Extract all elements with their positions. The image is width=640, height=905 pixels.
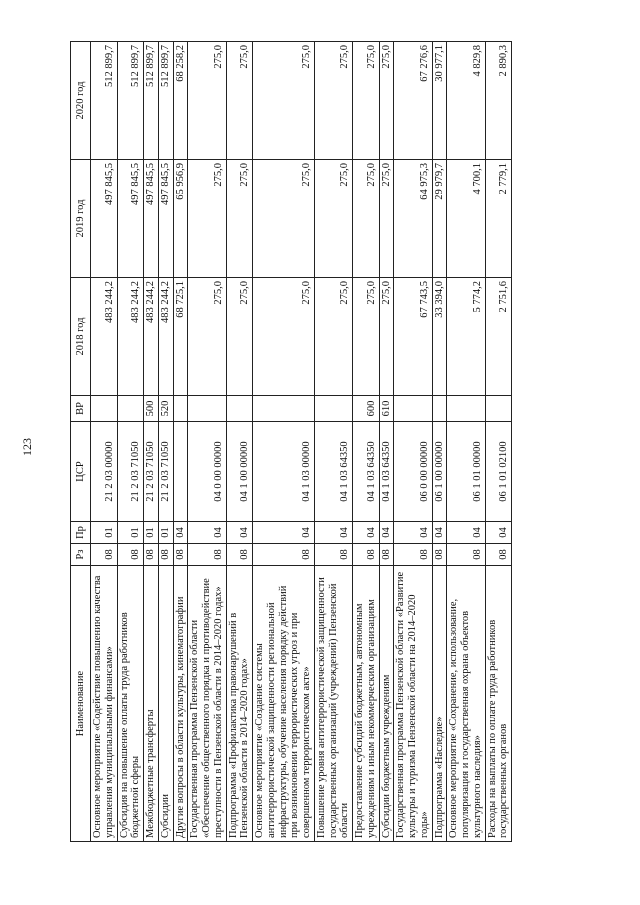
cell-csr: 06 0 00 00000 [394, 422, 432, 522]
cell-vr [173, 396, 188, 422]
column-header-rz: Рз [71, 544, 91, 566]
table-row [353, 42, 380, 842]
column-header-2020: 2020 год [71, 42, 91, 160]
cell-2018: 483 244,2 [91, 278, 118, 396]
cell-2020: 275,0 [353, 42, 380, 160]
table-header-row [71, 42, 91, 842]
cell-csr: 04 1 03 64350 [353, 422, 380, 522]
cell-pr: 04 [314, 522, 352, 544]
cell-2020: 512 899,7 [91, 42, 118, 160]
cell-vr [447, 396, 485, 422]
cell-2018: 2 751,6 [485, 278, 512, 396]
cell-2020: 2 890,3 [485, 42, 512, 160]
cell-2018: 483 244,2 [144, 278, 159, 396]
column-header-pr: Пр [71, 522, 91, 544]
column-header-2019: 2019 год [71, 160, 91, 278]
cell-rz: 08 [432, 544, 447, 566]
cell-name: Предоставление субсидий бюджетным, автономным учреждениям и иным некоммерческим организациям [353, 566, 380, 842]
cell-rz: 08 [91, 544, 118, 566]
cell-rz: 08 [314, 544, 352, 566]
table-row [144, 42, 159, 842]
cell-2020: 67 276,6 [394, 42, 432, 160]
cell-vr [253, 396, 315, 422]
cell-name: Основное мероприятие «Сохранение, использование, популяризация и государственная охрана объектов культурного наследия» [447, 566, 485, 842]
cell-vr: 610 [379, 396, 394, 422]
rotated-table-container [70, 42, 610, 842]
column-header-vr: ВР [71, 396, 91, 422]
cell-rz: 08 [226, 544, 253, 566]
cell-csr: 21 2 03 00000 [91, 422, 118, 522]
cell-name: Межбюджетные трансферты [144, 566, 159, 842]
cell-csr: 06 1 01 02100 [485, 422, 512, 522]
cell-2019: 497 845,5 [144, 160, 159, 278]
cell-2019: 275,0 [353, 160, 380, 278]
cell-name: Субсидия на повышение оплаты труда работников бюджетной сферы [117, 566, 144, 842]
cell-name: Государственная программа Пензенской области «Развитие культуры и туризма Пензенской области на 2014–2020 годы» [394, 566, 432, 842]
column-header-2018: 2018 год [71, 278, 91, 396]
cell-vr [117, 396, 144, 422]
cell-csr: 21 2 03 71050 [158, 422, 173, 522]
cell-pr: 04 [173, 522, 188, 544]
cell-csr: 04 0 00 00000 [188, 422, 226, 522]
cell-name: Основное мероприятие «Создание системы антитеррористической защищенности региональной инфраструктуры, обучение населения порядку действий при возникновении террористических угроз и при совершенном террористическом акте» [253, 566, 315, 842]
cell-csr: 04 1 03 64350 [314, 422, 352, 522]
page-number: 123 [20, 438, 34, 456]
cell-2019: 2 779,1 [485, 160, 512, 278]
cell-csr: 04 1 03 64350 [379, 422, 394, 522]
cell-2020: 68 258,2 [173, 42, 188, 160]
cell-2019: 275,0 [379, 160, 394, 278]
cell-name: Расходы на выплаты по оплате труда работников государственных органов [485, 566, 512, 842]
cell-pr: 01 [158, 522, 173, 544]
cell-name: Субсидии бюджетным учреждениям [379, 566, 394, 842]
table-row [394, 42, 432, 842]
cell-pr: 04 [379, 522, 394, 544]
cell-name: Другие вопросы в области культуры, кинематографии [173, 566, 188, 842]
table-row [173, 42, 188, 842]
cell-2019: 275,0 [314, 160, 352, 278]
cell-name: Государственная программа Пензенской области «Обеспечение общественного порядка и противодействие преступности в Пензенской области в 2014–2020 годах» [188, 566, 226, 842]
cell-2020: 30 977,1 [432, 42, 447, 160]
table-row [117, 42, 144, 842]
cell-rz: 08 [394, 544, 432, 566]
table-row [226, 42, 253, 842]
cell-csr: 04 1 00 00000 [226, 422, 253, 522]
cell-pr: 04 [432, 522, 447, 544]
cell-pr: 04 [394, 522, 432, 544]
cell-2019: 497 845,5 [91, 160, 118, 278]
cell-pr: 04 [226, 522, 253, 544]
cell-2018: 33 394,0 [432, 278, 447, 396]
cell-2020: 275,0 [253, 42, 315, 160]
cell-vr: 520 [158, 396, 173, 422]
cell-2020: 275,0 [188, 42, 226, 160]
cell-2019: 29 979,7 [432, 160, 447, 278]
cell-csr: 21 2 03 71050 [117, 422, 144, 522]
cell-2018: 275,0 [379, 278, 394, 396]
table-row [447, 42, 485, 842]
table-row [253, 42, 315, 842]
cell-2018: 275,0 [353, 278, 380, 396]
cell-pr: 04 [447, 522, 485, 544]
cell-vr [485, 396, 512, 422]
cell-rz: 08 [188, 544, 226, 566]
cell-rz: 08 [379, 544, 394, 566]
cell-vr [188, 396, 226, 422]
cell-csr: 21 2 03 71050 [144, 422, 159, 522]
cell-name: Подпрограмма «Наследие» [432, 566, 447, 842]
table-row [379, 42, 394, 842]
cell-vr: 500 [144, 396, 159, 422]
cell-vr [432, 396, 447, 422]
cell-2019: 65 956,9 [173, 160, 188, 278]
cell-rz: 08 [253, 544, 315, 566]
cell-2019: 497 845,5 [158, 160, 173, 278]
cell-2019: 4 700,1 [447, 160, 485, 278]
cell-name: Повышение уровня антитеррористической защищенности государственных организаций (учреждений) Пензенской области [314, 566, 352, 842]
cell-rz: 08 [353, 544, 380, 566]
cell-2018: 483 244,2 [117, 278, 144, 396]
column-header-name: Наименование [71, 566, 91, 842]
cell-2018: 275,0 [253, 278, 315, 396]
cell-2020: 512 899,7 [144, 42, 159, 160]
cell-rz: 08 [158, 544, 173, 566]
cell-rz: 08 [485, 544, 512, 566]
table-row [485, 42, 512, 842]
cell-pr: 01 [144, 522, 159, 544]
cell-pr: 04 [188, 522, 226, 544]
cell-2019: 64 975,3 [394, 160, 432, 278]
cell-2020: 4 829,8 [447, 42, 485, 160]
column-header-csr: ЦСР [71, 422, 91, 522]
cell-2018: 275,0 [226, 278, 253, 396]
cell-pr: 01 [117, 522, 144, 544]
cell-rz: 08 [173, 544, 188, 566]
cell-2018: 5 774,2 [447, 278, 485, 396]
cell-rz: 08 [447, 544, 485, 566]
cell-name: Подпрограмма «Профилактика правонарушений в Пензенской области в 2014–2020 годах» [226, 566, 253, 842]
cell-csr: 06 1 01 00000 [447, 422, 485, 522]
cell-name: Основное мероприятие «Содействие повышению качества управления муниципальными финансами» [91, 566, 118, 842]
cell-2018: 67 743,5 [394, 278, 432, 396]
table-row [91, 42, 118, 842]
cell-2020: 275,0 [379, 42, 394, 160]
budget-table [70, 41, 512, 842]
cell-rz: 08 [117, 544, 144, 566]
cell-rz: 08 [144, 544, 159, 566]
cell-2020: 512 899,7 [117, 42, 144, 160]
cell-vr: 600 [353, 396, 380, 422]
cell-vr [226, 396, 253, 422]
cell-csr: 06 1 00 00000 [432, 422, 447, 522]
cell-vr [91, 396, 118, 422]
cell-2018: 275,0 [188, 278, 226, 396]
cell-2019: 497 845,5 [117, 160, 144, 278]
cell-2020: 512 899,7 [158, 42, 173, 160]
cell-2019: 275,0 [226, 160, 253, 278]
cell-name: Субсидии [158, 566, 173, 842]
table-row [432, 42, 447, 842]
cell-2018: 483 244,2 [158, 278, 173, 396]
cell-2019: 275,0 [253, 160, 315, 278]
cell-2020: 275,0 [314, 42, 352, 160]
cell-pr: 04 [485, 522, 512, 544]
cell-2019: 275,0 [188, 160, 226, 278]
cell-pr: 04 [353, 522, 380, 544]
cell-pr: 01 [91, 522, 118, 544]
cell-2020: 275,0 [226, 42, 253, 160]
cell-csr [173, 422, 188, 522]
table-row [158, 42, 173, 842]
cell-2018: 275,0 [314, 278, 352, 396]
table-row [188, 42, 226, 842]
cell-2018: 68 725,1 [173, 278, 188, 396]
table-row [314, 42, 352, 842]
cell-vr [314, 396, 352, 422]
cell-vr [394, 396, 432, 422]
cell-pr: 04 [253, 522, 315, 544]
cell-csr: 04 1 03 00000 [253, 422, 315, 522]
